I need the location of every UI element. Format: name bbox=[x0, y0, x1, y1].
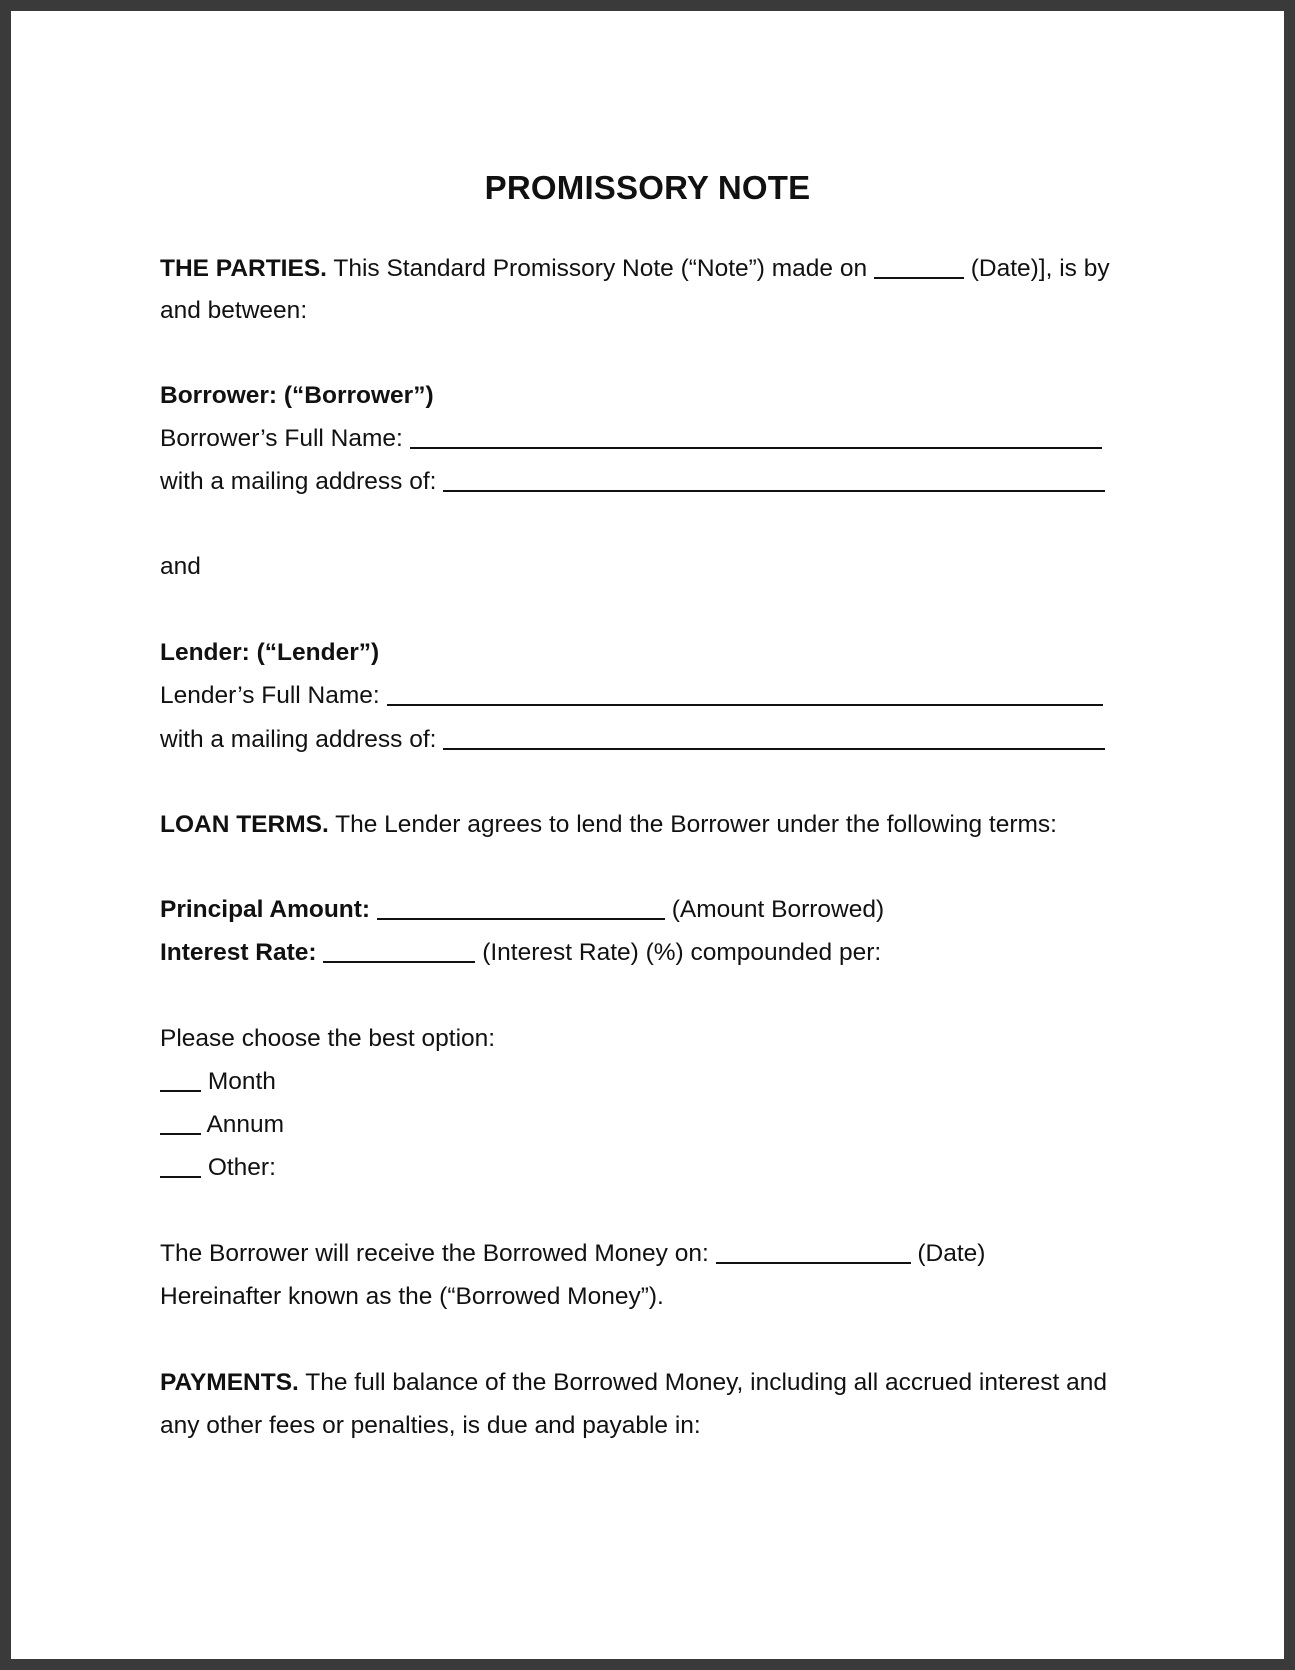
loan-terms-text: The Lender agrees to lend the Borrower under the following terms: bbox=[335, 811, 1057, 838]
document-page bbox=[11, 11, 1284, 1659]
interest-label: Interest Rate: bbox=[160, 939, 317, 966]
option-annum bbox=[160, 1110, 284, 1140]
receive-line-2: Hereinafter known as the (“Borrowed Money”). bbox=[160, 1283, 664, 1310]
lender-address-row bbox=[160, 725, 1105, 755]
lender-address-label: with a mailing address of: bbox=[160, 726, 437, 753]
receive-line-1 bbox=[160, 1239, 985, 1269]
borrower-name-row bbox=[160, 424, 1102, 454]
lender-name-row bbox=[160, 681, 1103, 711]
option-annum-blank[interactable] bbox=[160, 1113, 201, 1135]
parties-line-2: and between: bbox=[160, 297, 308, 324]
interest-suffix: (Interest Rate) (%) compounded per: bbox=[482, 939, 882, 966]
interest-blank[interactable] bbox=[323, 941, 475, 963]
lender-name-label: Lender’s Full Name: bbox=[160, 682, 380, 709]
document-title: PROMISSORY NOTE bbox=[484, 169, 811, 206]
borrower-address-label: with a mailing address of: bbox=[160, 468, 437, 495]
date-blank[interactable] bbox=[874, 257, 964, 279]
option-month-blank[interactable] bbox=[160, 1070, 201, 1092]
lender-heading: Lender: (“Lender”) bbox=[160, 639, 380, 666]
option-month bbox=[160, 1067, 276, 1097]
payments-text: The full balance of the Borrowed Money, including all accrued interest and bbox=[305, 1369, 1107, 1396]
loan-terms-line bbox=[160, 810, 1057, 840]
borrower-address-blank[interactable] bbox=[443, 470, 1105, 492]
lender-name-blank[interactable] bbox=[387, 684, 1103, 706]
receive-text: The Borrower will receive the Borrowed Money on: bbox=[160, 1240, 709, 1267]
principal-label: Principal Amount: bbox=[160, 896, 371, 923]
payments-line-1 bbox=[160, 1368, 1107, 1398]
payments-line-2: any other fees or penalties, is due and payable in: bbox=[160, 1412, 701, 1439]
option-other-blank[interactable] bbox=[160, 1156, 201, 1178]
payments-heading: PAYMENTS. bbox=[160, 1369, 299, 1396]
borrower-heading: Borrower: (“Borrower”) bbox=[160, 382, 434, 409]
borrower-address-row bbox=[160, 467, 1105, 497]
choose-prompt: Please choose the best option: bbox=[160, 1025, 496, 1052]
parties-line-1 bbox=[160, 254, 1110, 284]
loan-terms-heading: LOAN TERMS. bbox=[160, 811, 329, 838]
receive-date-blank[interactable] bbox=[716, 1242, 911, 1264]
principal-blank[interactable] bbox=[377, 898, 665, 920]
option-annum-label: Annum bbox=[206, 1111, 285, 1138]
borrower-name-label: Borrower’s Full Name: bbox=[160, 425, 403, 452]
lender-address-blank[interactable] bbox=[443, 728, 1105, 750]
option-other bbox=[160, 1153, 276, 1183]
parties-heading: THE PARTIES. bbox=[160, 255, 327, 282]
option-other-label: Other: bbox=[207, 1154, 276, 1181]
principal-suffix: (Amount Borrowed) bbox=[671, 896, 885, 923]
principal-row bbox=[160, 895, 884, 925]
receive-date-suffix: (Date) bbox=[917, 1240, 986, 1267]
option-month-label: Month bbox=[207, 1068, 276, 1095]
and-text: and bbox=[160, 553, 201, 580]
interest-row bbox=[160, 938, 881, 968]
parties-text: This Standard Promissory Note (“Note”) made on bbox=[333, 255, 868, 282]
parties-date-suffix: (Date)], is by bbox=[970, 255, 1110, 282]
borrower-name-blank[interactable] bbox=[410, 427, 1102, 449]
